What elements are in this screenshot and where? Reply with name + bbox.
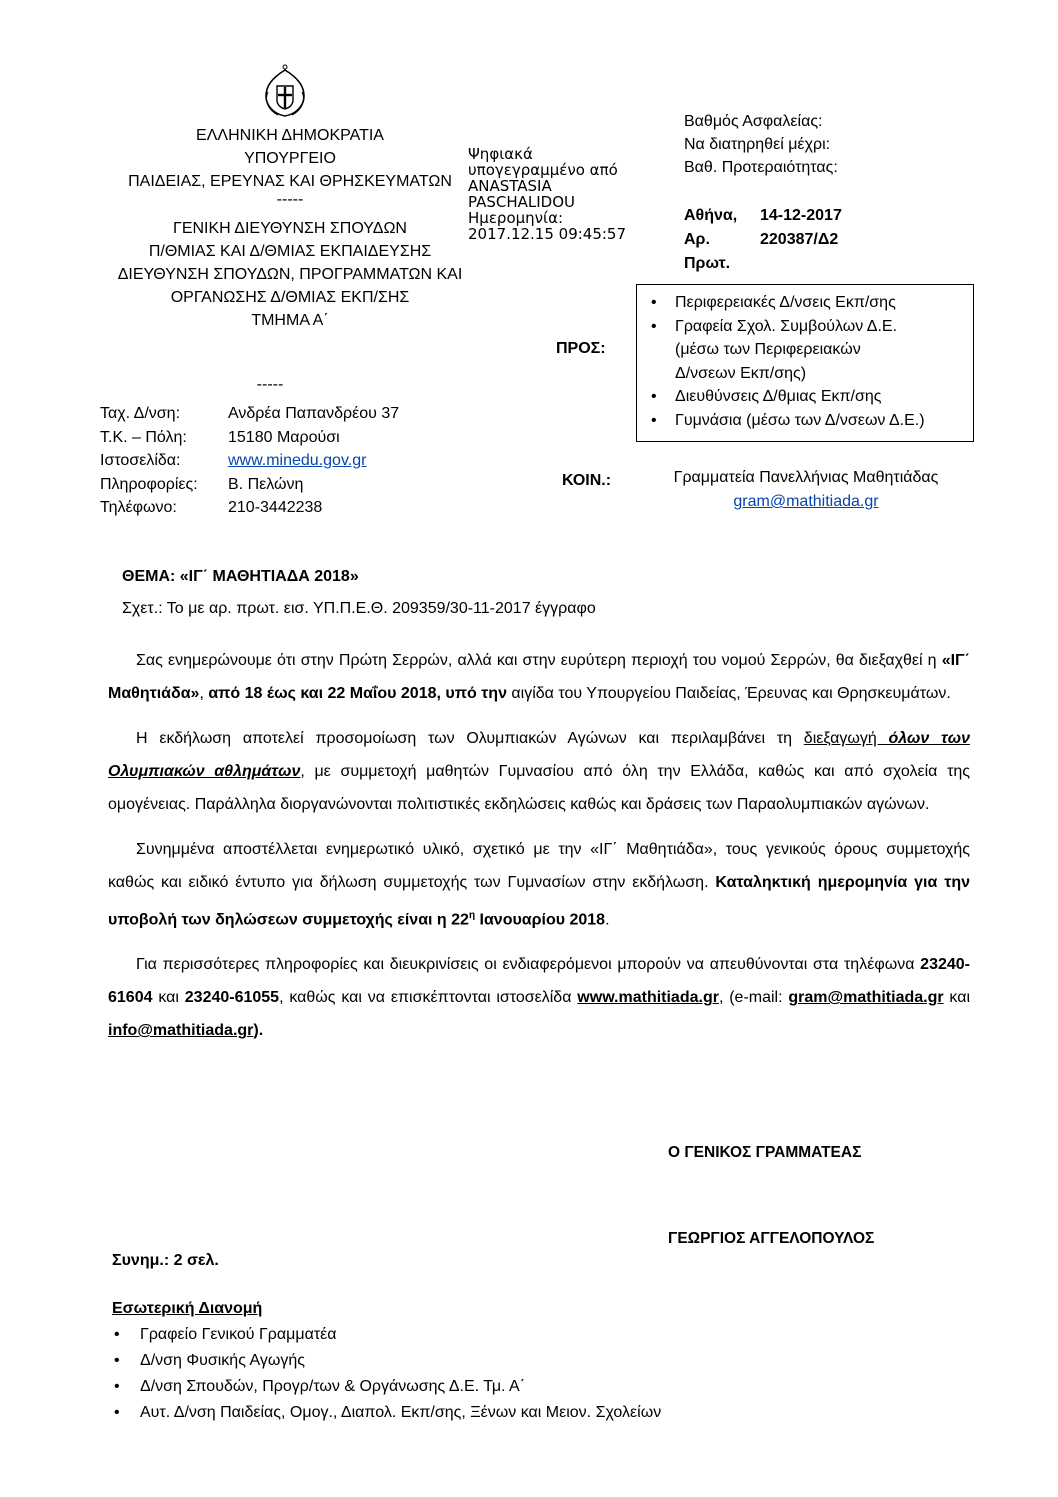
- postcode-value: 15180 Μαρούσι: [228, 428, 340, 446]
- info-value: Β. Πελώνη: [228, 475, 304, 493]
- recipient-item: • Διευθύνσεις Δ/θμιας Εκπ/σης: [651, 385, 965, 409]
- list-item: • Αυτ. Δ/νση Παιδείας, Ομογ., Διαπολ. Εκπ/σης, Ξένων και Μειον. Σχολείων: [112, 1400, 661, 1426]
- info-label: Πληροφορίες:: [100, 475, 198, 493]
- protocol-label: Αρ. Πρωτ.: [684, 231, 731, 272]
- recipient-item-cont: (μέσω των Περιφερειακών: [675, 341, 861, 358]
- separator: -----: [256, 376, 284, 393]
- digital-signature: [468, 146, 626, 242]
- signer-name: ΓΕΩΡΓΙΟΣ ΑΓΓΕΛΟΠΟΥΛΟΣ: [668, 1230, 875, 1247]
- email-link[interactable]: gram@mathitiada.gr: [788, 989, 944, 1007]
- signature-line-4: PASCHALIDOU: [468, 193, 575, 211]
- republic-name: ΕΛΛΗΝΙΚΗ ΔΗΜΟΚΡΑΤΙΑ: [196, 127, 384, 144]
- department-line-4: ΟΡΓΑΝΩΣΗΣ Δ/ΘΜΙΑΣ ΕΚΠ/ΣΗΣ: [170, 289, 410, 306]
- cc-email-link[interactable]: gram@mathitiada.gr: [733, 493, 879, 510]
- list-item: • Δ/νση Φυσικής Αγωγής: [112, 1348, 661, 1374]
- website-link[interactable]: www.mathitiada.gr: [577, 989, 719, 1007]
- document-meta: [684, 110, 838, 179]
- greek-coat-of-arms-icon: [256, 62, 314, 120]
- department-line-5: ΤΜΗΜΑ Α΄: [251, 312, 329, 329]
- list-item: • Γραφείο Γενικού Γραμματέα: [112, 1322, 661, 1348]
- security-level: Βαθμός Ασφαλείας:: [684, 113, 823, 130]
- postcode-label: Τ.Κ. – Πόλη:: [100, 428, 187, 446]
- recipient-item-cont: Δ/νσεων Εκπ/σης): [675, 364, 807, 382]
- signature-line-5: Ημερομηνία:: [468, 209, 564, 227]
- city-label: Αθήνα,: [684, 207, 738, 224]
- phone-value: 210-3442238: [228, 499, 323, 516]
- signature-line-6: 2017.12.15 09:45:57: [468, 225, 627, 243]
- document-date: 14-12-2017: [760, 207, 842, 224]
- attachments-note: Συνημ.: 2 σελ.: [112, 1252, 219, 1269]
- phone-label: Τηλέφωνο:: [100, 499, 177, 516]
- signer-title: Ο ΓΕΝΙΚΟΣ ΓΡΑΜΜΑΤΕΑΣ: [668, 1144, 862, 1161]
- internal-distribution-title: Εσωτερική Διανομή: [112, 1300, 263, 1317]
- letter-body: [108, 644, 970, 1059]
- cc-recipient: [636, 466, 976, 514]
- keep-until: Να διατηρηθεί μέχρι:: [684, 136, 831, 153]
- website-label: Ιστοσελίδα:: [100, 452, 181, 469]
- signature-line-1: Ψηφιακά: [468, 145, 533, 163]
- recipient-item: • Γραφεία Σχολ. Συμβούλων Δ.Ε.: [651, 315, 965, 339]
- cc-label: ΚΟΙΝ.:: [562, 472, 612, 489]
- paragraph-2: Η εκδήλωση αποτελεί προσομοίωση των Ολυμπιακών Αγώνων και περιλαμβάνει τη διεξαγωγή όλων των Ολυμπιακών αθλημάτων, με συμμετοχή μαθητών Γυμνασίου από όλη την Ελλάδα, καθώς και από σχολεία της ομογένειας. Παράλληλα διοργανώνονται πολιτιστικές εκδηλώσεις καθώς και δράσεις των Παραολυμπιακών αγώνων.: [108, 730, 970, 813]
- department-line-2: Π/ΘΜΙΑΣ ΚΑΙ Δ/ΘΜΙΑΣ ΕΚΠΑΙΔΕΥΣΗΣ: [148, 243, 432, 260]
- internal-distribution-list: [112, 1322, 661, 1426]
- signature-line-2: υπογεγραμμένο από: [468, 161, 618, 179]
- ministry-line-1: ΥΠΟΥΡΓΕΙΟ: [244, 150, 336, 167]
- protocol-number: 220387/Δ2: [760, 231, 839, 248]
- date-protocol: [684, 204, 842, 276]
- email-link[interactable]: info@mathitiada.gr: [108, 1022, 254, 1040]
- cc-name: Γραμματεία Πανελλήνιας Μαθητιάδας: [673, 469, 939, 486]
- paragraph-4: Για περισσότερες πληροφορίες και διευκρινίσεις οι ενδιαφερόμενοι μπορούν να απευθύνονται στα τηλέφωνα 23240-61604 και 23240-61055, καθώς και να επισκέπτονται ιστοσελίδα www.mathitiada.gr, (e-mail: gram@mathitiada.gr και info@mathitiada.gr).: [108, 956, 971, 1040]
- department-line-3: ΔΙΕΥΘΥΝΣΗ ΣΠΟΥΔΩΝ, ΠΡΟΓΡΑΜΜΑΤΩΝ ΚΑΙ: [117, 266, 463, 283]
- ministry-header: [100, 124, 480, 332]
- subject-title: ΘΕΜΑ: «ΙΓ΄ ΜΑΘΗΤΙΑΔΑ 2018»: [122, 568, 359, 585]
- separator: -----: [276, 191, 304, 208]
- recipient-item: • Περιφερειακές Δ/νσεις Εκπ/σης: [651, 291, 965, 315]
- website-link[interactable]: www.minedu.gov.gr: [228, 452, 367, 469]
- recipient-item: • Γυμνάσια (μέσω των Δ/νσεων Δ.Ε.): [651, 409, 965, 433]
- subject-reference: Σχετ.: Το με αρ. πρωτ. εισ. ΥΠ.Π.Ε.Θ. 209359/30-11-2017 έγγραφο: [122, 600, 596, 617]
- paragraph-1: Σας ενημερώνουμε ότι στην Πρώτη Σερρών, αλλά και στην ευρύτερη περιοχή του νομού Σερρών, θα διεξαχθεί η «ΙΓ΄ Μαθητιάδα», από 18 έως και 22 Μαΐου 2018, υπό την αιγίδα του Υπουργείου Παιδείας, Έρευνας και Θρησκευμάτων.: [108, 652, 970, 702]
- paragraph-3: Συνημμένα αποστέλλεται ενημερωτικό υλικό, σχετικό με την «ΙΓ΄ Μαθητιάδα», τους γενικούς όρους συμμετοχής καθώς και ειδικό έντυπο για δήλωση συμμετοχής των Γυμνασίων στην εκδήλωση. Καταληκτική ημερομηνία για την υποβολή των δηλώσεων συμμετοχής είναι η $22^\eta$ Ιανουαρίου 2018.: [108, 841, 971, 929]
- address-value: Ανδρέα Παπανδρέου 37: [228, 405, 400, 422]
- signature-line-3: ANASTASIA: [468, 177, 552, 195]
- list-item: • Δ/νση Σπουδών, Προγρ/των & Οργάνωσης Δ.Ε. Τμ. Α΄: [112, 1374, 661, 1400]
- priority-level: Βαθ. Προτεραιότητας:: [684, 159, 838, 176]
- ministry-line-2: ΠΑΙΔΕΙΑΣ, ΕΡΕΥΝΑΣ ΚΑΙ ΘΡΗΣΚΕΥΜΑΤΩΝ: [128, 173, 452, 190]
- contact-info: [100, 402, 399, 520]
- recipients-box: [636, 284, 974, 442]
- address-label: Ταχ. Δ/νση:: [100, 405, 181, 422]
- department-line-1: ΓΕΝΙΚΗ ΔΙΕΥΘΥΝΣΗ ΣΠΟΥΔΩΝ: [173, 220, 407, 237]
- to-label: ΠΡΟΣ:: [556, 340, 606, 357]
